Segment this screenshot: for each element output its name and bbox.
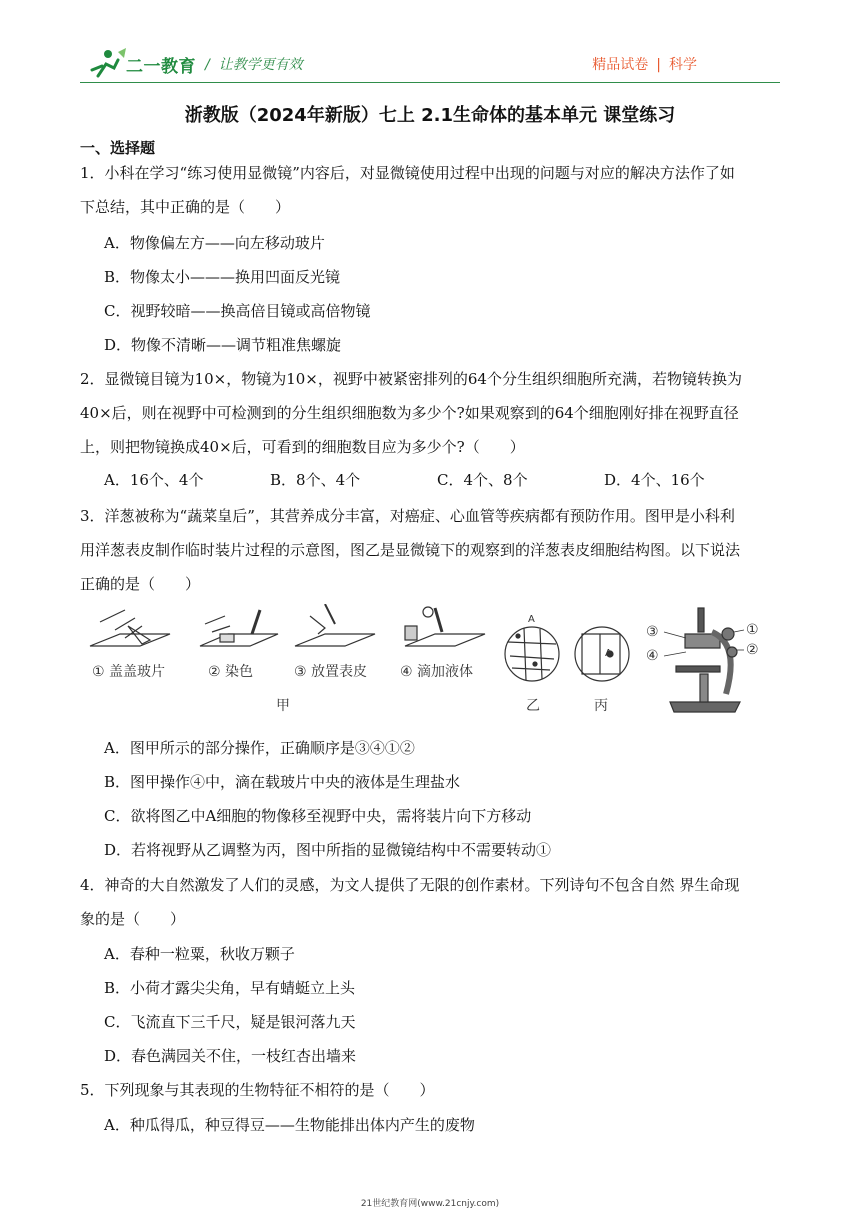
cell-label-a-bing: A (605, 648, 612, 659)
question-4: 4．神奇的大自然激发了人们的灵感，为文人提供了无限的创作素材。下列诗句不包含自然 界生命现 象的是（ ） (80, 876, 740, 928)
q2-option-d: D．4个、16个 (604, 471, 705, 489)
section-heading: 一、选择题 (80, 139, 156, 157)
brand-left: 精品试卷 (592, 57, 649, 73)
cell-view-yi-illustration (505, 627, 559, 681)
q3-option-b: B．图甲操作④中，滴在载玻片中央的液体是生理盐水 (104, 773, 461, 791)
page-header (0, 0, 860, 90)
q3-option-c: C．欲将图乙中A细胞的物像移至视野中央，需将装片向下方移动 (104, 807, 532, 825)
figure-jia-label: 甲 (276, 698, 290, 714)
question-5: 5．下列现象与其表现的生物特征不相符的是（ ） (80, 1081, 435, 1099)
microscope-label-1: ① (746, 622, 759, 638)
step-stain-illustration (200, 610, 278, 646)
brand-right: 科学 (669, 57, 697, 73)
step-cover-slip-illustration (90, 610, 170, 646)
question-2: 2．显微镜目镜为10×，物镜为10×，视野中被紧密排列的64个分生组织细胞所充满，若物镜转换为 40×后，则在视野中可检测到的分生组织细胞数为多少个?如果观察到的64个细胞刚好排在视野直径 上，则把物镜换成40×后，可看到的细胞数目应为多少个?（ ） (80, 370, 742, 456)
q1-option-d: D．物像不清晰——调节粗准焦螺旋 (104, 336, 342, 354)
step-4-caption: ④ 滴加液体 (400, 664, 474, 680)
header-divider (80, 82, 780, 83)
step-add-liquid-illustration (405, 607, 485, 646)
figure-yi-label: 乙 (526, 698, 540, 714)
q2-option-b: B．8个、4个 (270, 471, 361, 489)
cell-view-bing-illustration (575, 627, 629, 681)
q3-option-d: D．若将视野从乙调整为丙，图中所指的显微镜结构中不需要转动① (104, 841, 552, 859)
q2-option-c: C．4个、8个 (437, 471, 528, 489)
page-title: 浙教版（2024年新版）七上 2.1生命体的基本单元 课堂练习 (184, 105, 676, 126)
microscope-label-4: ④ (646, 648, 659, 664)
microscope-label-2: ② (746, 642, 759, 658)
q2-option-a: A．16个、4个 (104, 471, 204, 489)
logo-text: 二一教育 (126, 57, 196, 77)
cell-label-a: A (528, 614, 535, 625)
q1-option-a: A．物像偏左方——向左移动玻片 (104, 234, 325, 252)
brand-tag: 精品试卷 | 科学 (592, 57, 697, 73)
page-footer: 21世纪教育网(www.21cnjy.com) (360, 1199, 500, 1209)
q4-option-b: B．小荷才露尖尖角，早有蜻蜓立上头 (104, 979, 356, 997)
slogan: / 让教学更有效 (205, 57, 303, 73)
experiment-figure (80, 604, 780, 724)
figure-bing-label: 丙 (594, 698, 608, 714)
q3-option-a: A．图甲所示的部分操作，正确顺序是③④①② (104, 739, 415, 757)
step-1-caption: ① 盖盖玻片 (92, 664, 166, 680)
question-3: 3．洋葱被称为“蔬菜皇后”，其营养成分丰富，对癌症、心血管等疾病都有预防作用。图甲是小科利 用洋葱表皮制作临时装片过程的示意图，图乙是显微镜下的观察到的洋葱表皮细胞结构图。以下说法 正确的是（ ） (80, 507, 741, 593)
microscope-label-3: ③ (646, 624, 659, 640)
q4-option-a: A．春种一粒粟，秋收万颗子 (104, 945, 295, 963)
question-1: 1．小科在学习“练习使用显微镜”内容后，对显微镜使用过程中出现的问题与对应的解决方法作了如 下总结，其中正确的是（ ） (80, 164, 735, 216)
step-place-epidermis-illustration (295, 604, 375, 646)
step-3-caption: ③ 放置表皮 (294, 664, 368, 680)
q1-option-c: C．视野较暗——换高倍目镜或高倍物镜 (104, 302, 371, 320)
q4-option-d: D．春色满园关不住，一枝红杏出墙来 (104, 1047, 357, 1065)
q5-option-a: A．种瓜得瓜，种豆得豆——生物能排出体内产生的废物 (104, 1116, 475, 1134)
q4-option-c: C．飞流直下三千尺，疑是银河落九天 (104, 1013, 356, 1031)
q1-option-b: B．物像太小———换用凹面反光镜 (104, 268, 341, 286)
microscope-illustration (670, 608, 740, 712)
step-2-caption: ② 染色 (208, 664, 254, 680)
